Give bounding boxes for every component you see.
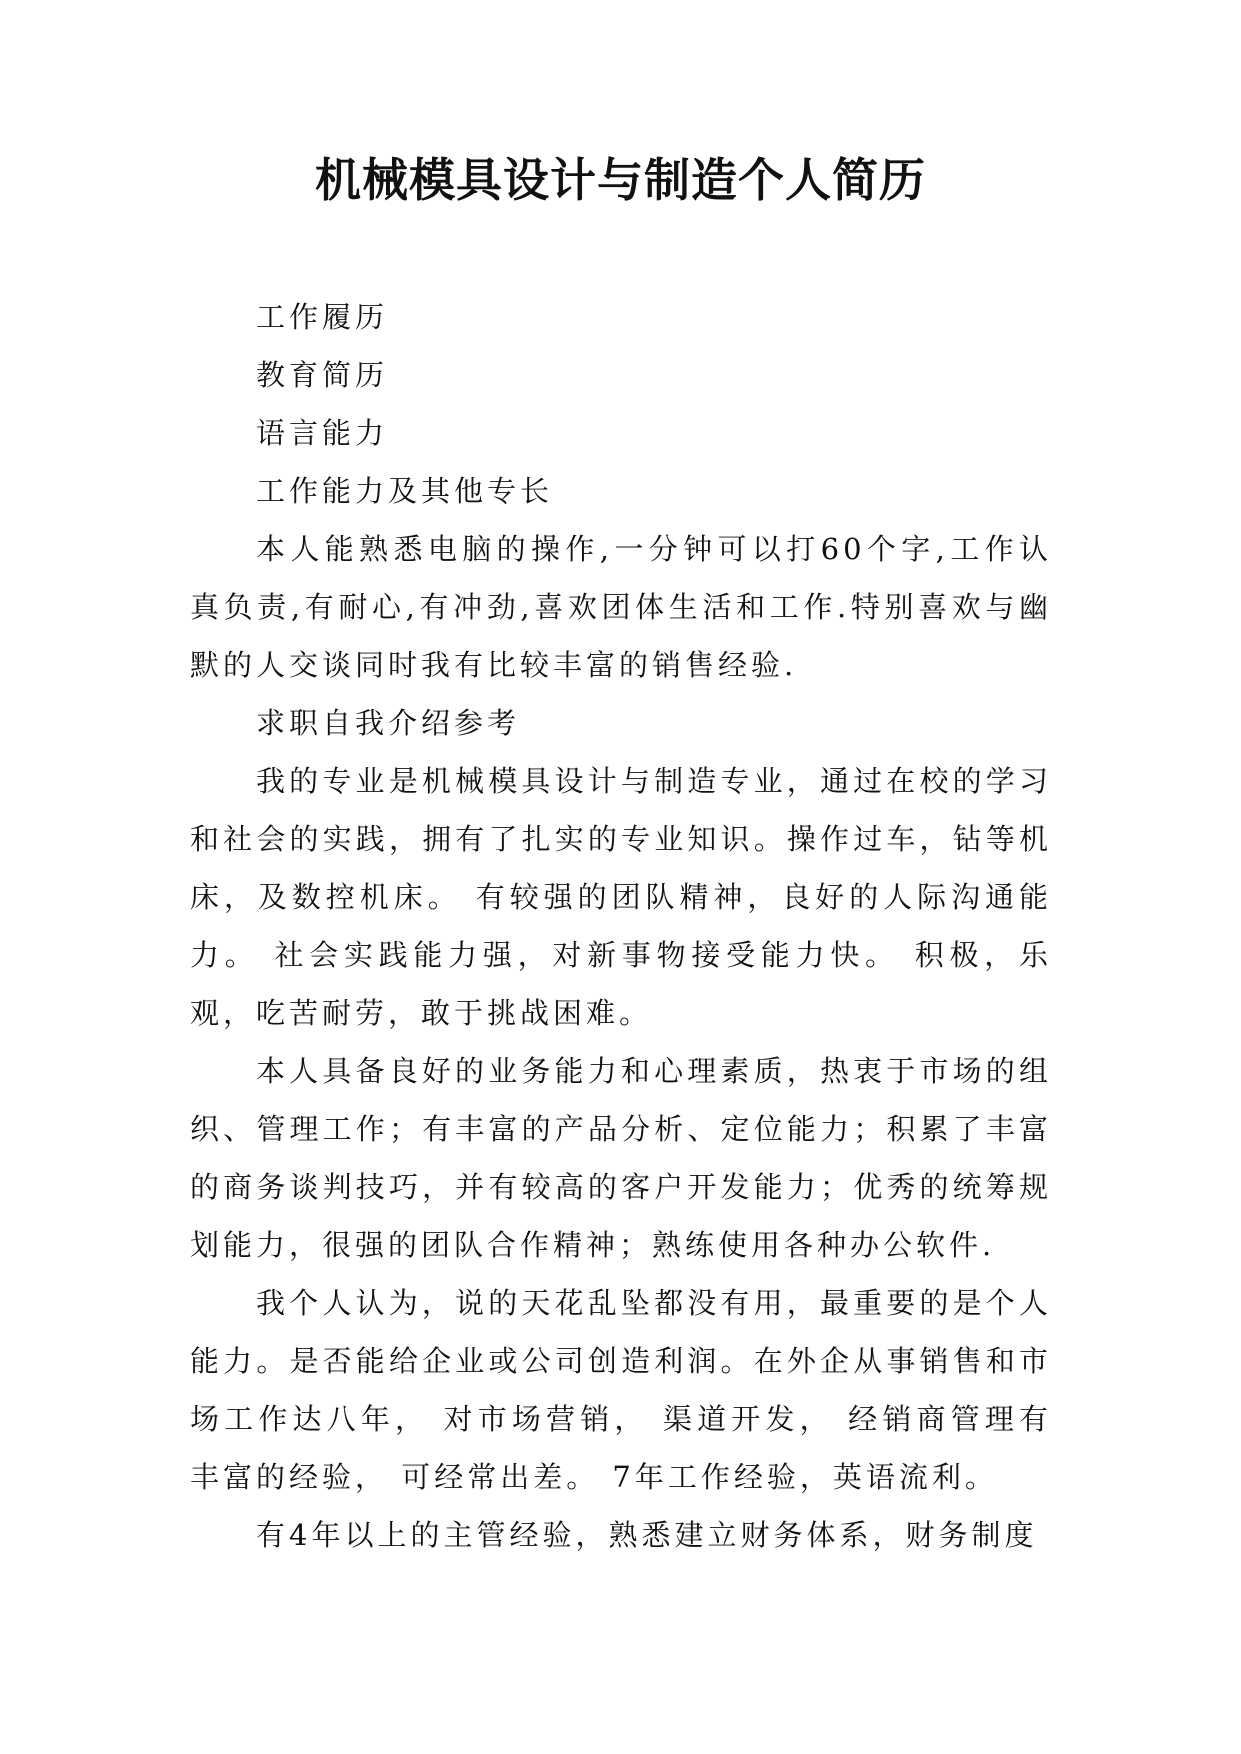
heading-language-skills: 语言能力 [256, 416, 389, 450]
paragraph-personal-view: 我个人认为，说的天花乱坠都没有用，最重要的是个人能力。是否能给企业或公司创造利润。在外企从事销售和市场工作达八年， 对市场营销， 渠道开发， 经销商管理有丰富的经验， 可经常出差。 7年工作经验，英语流利。 [190, 1286, 1052, 1494]
document-title: 机械模具设计与制造个人简历 [315, 153, 926, 207]
heading-work-history: 工作履历 [256, 300, 389, 334]
paragraph-computer-skills: 本人能熟悉电脑的操作,一分钟可以打60个字,工作认真负责,有耐心,有冲劲,喜欢团体生活和工作.特别喜欢与幽默的人交谈同时我有比较丰富的销售经验. [190, 532, 1052, 682]
paragraph-management: 有4年以上的主管经验，熟悉建立财务体系，财务制度 [256, 1518, 1038, 1552]
document-body [190, 288, 1052, 1564]
paragraph-business-ability: 本人具备良好的业务能力和心理素质，热衷于市场的组织、管理工作；有丰富的产品分析、定位能力；积累了丰富的商务谈判技巧，并有较高的客户开发能力；优秀的统筹规划能力，很强的团队合作精神；熟练使用各种办公软件. [190, 1054, 1052, 1262]
paragraph-major: 我的专业是机械模具设计与制造专业，通过在校的学习和社会的实践，拥有了扎实的专业知识。操作过车，钻等机床，及数控机床。 有较强的团队精神，良好的人际沟通能力。 社会实践能力强，对新事物接受能力快。 积极，乐观，吃苦耐劳，敢于挑战困难。 [190, 764, 1052, 1030]
heading-education: 教育简历 [256, 358, 389, 392]
heading-self-introduction: 求职自我介绍参考 [256, 706, 521, 740]
heading-abilities: 工作能力及其他专长 [256, 474, 554, 508]
